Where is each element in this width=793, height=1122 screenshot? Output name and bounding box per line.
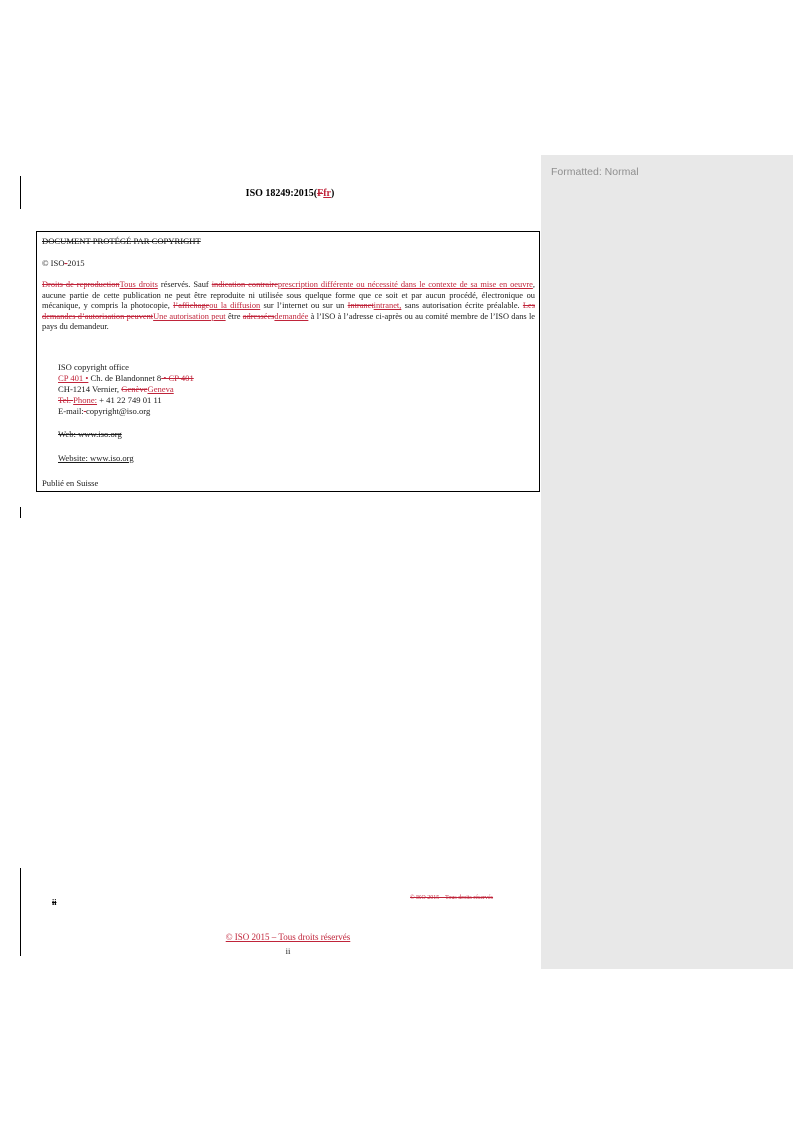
paragraph-run-del: Intranet: [347, 301, 374, 310]
paragraph-run-del: l’affichage: [173, 301, 210, 310]
email-value: copyright@iso.org: [85, 406, 151, 416]
paragraph-run-del: adressées: [242, 311, 275, 321]
office-name: ISO copyright office: [58, 362, 129, 372]
copyright-prefix: © ISO: [42, 258, 65, 268]
copyright-box: [36, 231, 540, 492]
address-city-text: CH-1214 Vernier,: [58, 384, 122, 394]
address-city: [58, 384, 174, 394]
document-header: [0, 188, 580, 199]
markup-balloon: Formatted: Normal: [551, 166, 639, 178]
paragraph-run-del: indication contraire: [211, 280, 278, 289]
header-inserted-lang: fr: [323, 188, 331, 199]
change-bar: [20, 507, 21, 518]
copyright-title: DOCUMENT PROTÉGÉ PAR COPYRIGHT: [42, 236, 201, 246]
markup-pane: [541, 155, 793, 969]
change-bar: [20, 868, 21, 956]
footer-page-number: ii: [285, 946, 291, 956]
phone-inserted-label: Phone:: [73, 395, 98, 405]
website-link[interactable]: Website: www.iso.org: [58, 453, 134, 463]
copyright-deleted-hyphen: -: [64, 258, 68, 268]
address-street: [58, 373, 194, 383]
copyright-year: 2015: [67, 258, 85, 268]
address-email: [58, 406, 150, 416]
copyright-line: [42, 258, 85, 268]
paragraph-run-ins: Tous droits: [119, 280, 158, 289]
header-deleted-lang: F: [317, 188, 324, 199]
email-label: E-mail:: [58, 406, 84, 416]
rights-paragraph: [42, 280, 535, 333]
paragraph-run-plain: sans autorisation écrite préalable.: [401, 301, 523, 310]
footer-copyright: [0, 932, 576, 942]
header-title: ISO 18249:2015(: [245, 188, 318, 199]
page-number-left: ii: [52, 898, 57, 907]
header-close: ): [330, 188, 335, 199]
footer-inserted-copyright: © ISO 2015 – Tous droits réservés: [225, 932, 351, 942]
footer-deleted: © ISO 2015 – Tous droits réservés: [410, 895, 494, 901]
address-street-text: Ch. de Blandonnet 8: [88, 373, 162, 383]
paragraph-run-ins: intranet,: [373, 301, 402, 310]
address-deleted-city: Genève: [121, 384, 148, 394]
address-phone: [58, 395, 162, 405]
address-inserted-cp: CP 401 •: [58, 373, 89, 383]
address-inserted-city: Geneva: [147, 384, 174, 394]
paragraph-run-ins: prescription différente ou nécessité dans le contexte de sa mise en oeuvre: [277, 280, 533, 289]
paragraph-run-del: Droits de reproduction: [42, 280, 120, 289]
phone-deleted-label: Tel.: [58, 395, 74, 405]
paragraph-run-ins: ou la diffusion: [209, 301, 261, 310]
paragraph-run-plain: être: [225, 311, 243, 321]
paragraph-run-ins: demandée: [274, 311, 309, 321]
paragraph-run-plain: sur l’internet ou sur un: [260, 301, 348, 310]
paragraph-run-plain: réservés. Sauf: [157, 280, 212, 289]
address-deleted-cp: • CP 401: [161, 373, 194, 383]
phone-number: + 41 22 749 01 11: [97, 395, 162, 405]
web-deleted-link[interactable]: Web: www.iso.org: [58, 429, 122, 439]
published-in: Publié en Suisse: [42, 478, 99, 488]
paragraph-run-del: Les demandes d’autorisation peuvent: [42, 301, 535, 321]
paragraph-run-plain: à l’ISO à l’adresse ci-après ou au comité membre de l’ISO dans le pays du demandeur.: [42, 311, 535, 331]
paragraph-run-plain: , aucune partie de cette publication ne peut être reproduite ni utilisée sous quelque forme que ce soit et par aucun procédé, électronique ou mécanique, y compris la photocopie,: [42, 280, 535, 310]
paragraph-run-ins: Une autorisation peut: [153, 311, 226, 321]
